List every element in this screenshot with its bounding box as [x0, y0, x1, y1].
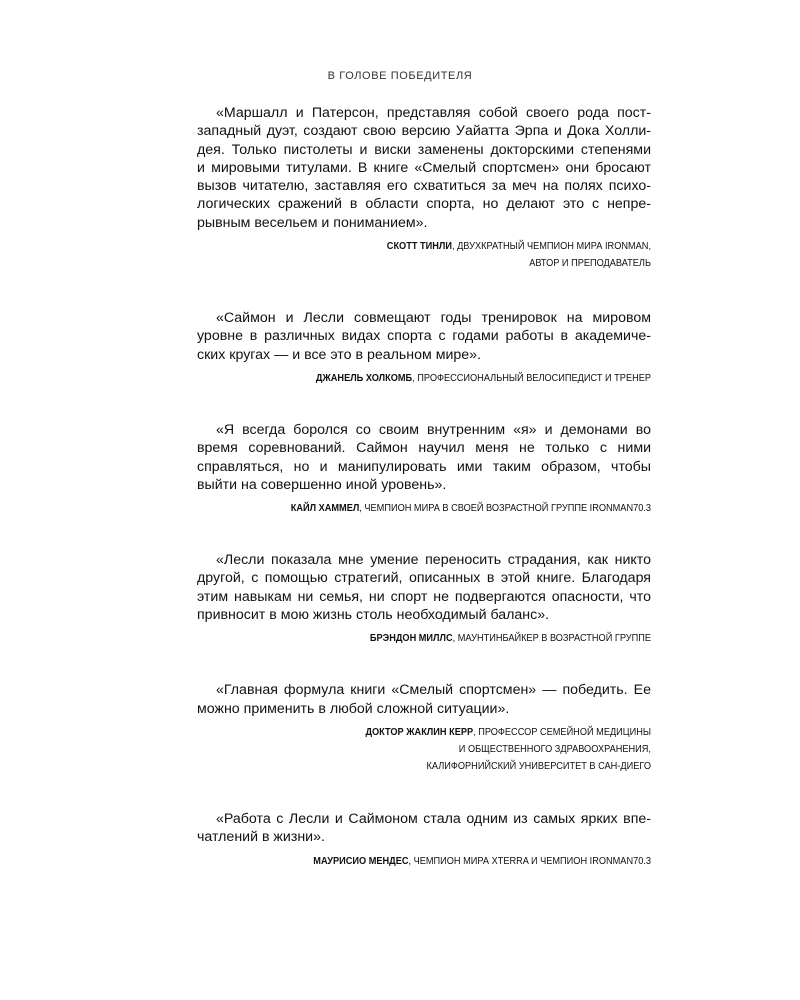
author-name: КАЙЛ ХАММЕЛ [290, 503, 360, 515]
testimonial-4 [197, 551, 651, 647]
quote-line: другой, с помощью стратегий, описанных в этой книге. Благодаря [197, 570, 651, 587]
quote-line: этим навыкам ни семья, ни спорт не подвергаются опасности, что [197, 588, 651, 605]
quote-line: время соревнований. Саймон научил меня не только с ними [197, 440, 651, 457]
testimonial-1 [197, 104, 651, 272]
testimonial-quote [197, 309, 651, 364]
quote-line: «Саймон и Лесли совмещают годы тренировок на мировом [216, 310, 651, 327]
quote-line: «Маршалл и Патерсон, представляя собой своего рода пост- [216, 105, 651, 121]
testimonial-quote [197, 421, 651, 494]
testimonials-column [197, 104, 651, 907]
quote-line: уровне в различных видах спорта с годами работы в академиче- [197, 328, 651, 345]
testimonial-quote [197, 810, 651, 847]
quote-line: справляться, но и манипулировать ими таким образом, чтобы [197, 458, 651, 475]
quote-line: рывным весельем и пониманием». [197, 214, 428, 231]
author-role: , ЧЕМПИОН МИРА XTERRA И ЧЕМПИОН IRONMAN70.3 [408, 855, 651, 867]
quote-line: выйти на совершенно иной уровень». [197, 476, 447, 493]
quote-line: чатлений в жизни». [197, 829, 325, 846]
running-head: В ГОЛОВЕ ПОБЕДИТЕЛЯ [327, 70, 473, 82]
author-name: БРЭНДОН МИЛЛС [369, 633, 453, 645]
author-role: , ПРОФЕССОР СЕМЕЙНОЙ МЕДИЦИНЫ [473, 726, 651, 738]
quote-line: привносит в мою жизнь столь необходимый баланс». [197, 607, 550, 624]
author-role: И ОБЩЕСТВЕННОГО ЗДРАВООХРАНЕНИЯ, [458, 743, 651, 755]
author-role: , ЧЕМПИОН МИРА В СВОЕЙ ВОЗРАСТНОЙ ГРУППЕ IRONMAN70.3 [359, 503, 651, 515]
testimonial-attribution [233, 853, 651, 870]
author-name: МАУРИСИО МЕНДЕС [313, 855, 409, 867]
quote-line: «Главная формула книги «Смелый спортсмен» — победить. Ее [216, 682, 651, 699]
author-role: АВТОР И ПРЕПОДАВАТЕЛЬ [529, 258, 651, 270]
testimonial-attribution [233, 238, 651, 272]
quote-line: «Лесли показала мне умение переносить страдания, как никто [216, 552, 651, 569]
testimonial-2 [197, 309, 651, 387]
quote-line: западный дуэт, создают свою версию Уайатта Эрпа и Дока Холли- [197, 123, 651, 140]
testimonial-attribution [233, 370, 651, 387]
testimonial-attribution [233, 500, 651, 517]
testimonial-attribution [233, 630, 651, 647]
testimonial-quote [197, 681, 651, 718]
quote-line: дея. Только пистолеты и виски заменены докторскими степенями [197, 141, 651, 158]
quote-line: и мировыми титулами. В книге «Смелый спортсмен» они бросают [197, 159, 651, 176]
testimonial-quote [197, 104, 651, 232]
quote-line: вызов читателю, заставляя его схватиться за меч на полях психо- [197, 178, 651, 195]
testimonial-quote [197, 551, 651, 624]
quote-line: можно применить в любой сложной ситуации». [197, 700, 510, 717]
testimonial-3 [197, 421, 651, 517]
quote-line: «Работа с Лесли и Саймоном стала одним из самых ярких впе- [216, 810, 651, 827]
testimonial-6 [197, 810, 651, 870]
quote-line: «Я всегда боролся со своим внутренним «я» и демонами во [216, 421, 651, 438]
testimonial-5 [197, 681, 651, 775]
author-name: СКОТТ ТИНЛИ [386, 241, 452, 253]
author-role: КАЛИФОРНИЙСКИЙ УНИВЕРСИТЕТ В САН-ДИЕГО [426, 760, 651, 772]
author-role: , ДВУХКРАТНЫЙ ЧЕМПИОН МИРА IRONMAN, [451, 241, 651, 253]
testimonial-attribution [233, 724, 651, 775]
author-name: ДОКТОР ЖАКЛИН КЕРР [365, 726, 474, 738]
author-role: , ПРОФЕССИОНАЛЬНЫЙ ВЕЛОСИПЕДИСТ И ТРЕНЕР [412, 372, 651, 384]
quote-line: ских кругах — и все это в реальном мире». [197, 346, 482, 363]
author-role: , МАУНТИНБАЙКЕР В ВОЗРАСТНОЙ ГРУППЕ [452, 633, 651, 645]
quote-line: логических сражений в области спорта, но делают это с непре- [197, 196, 651, 213]
author-name: ДЖАНЕЛЬ ХОЛКОМБ [315, 372, 413, 384]
